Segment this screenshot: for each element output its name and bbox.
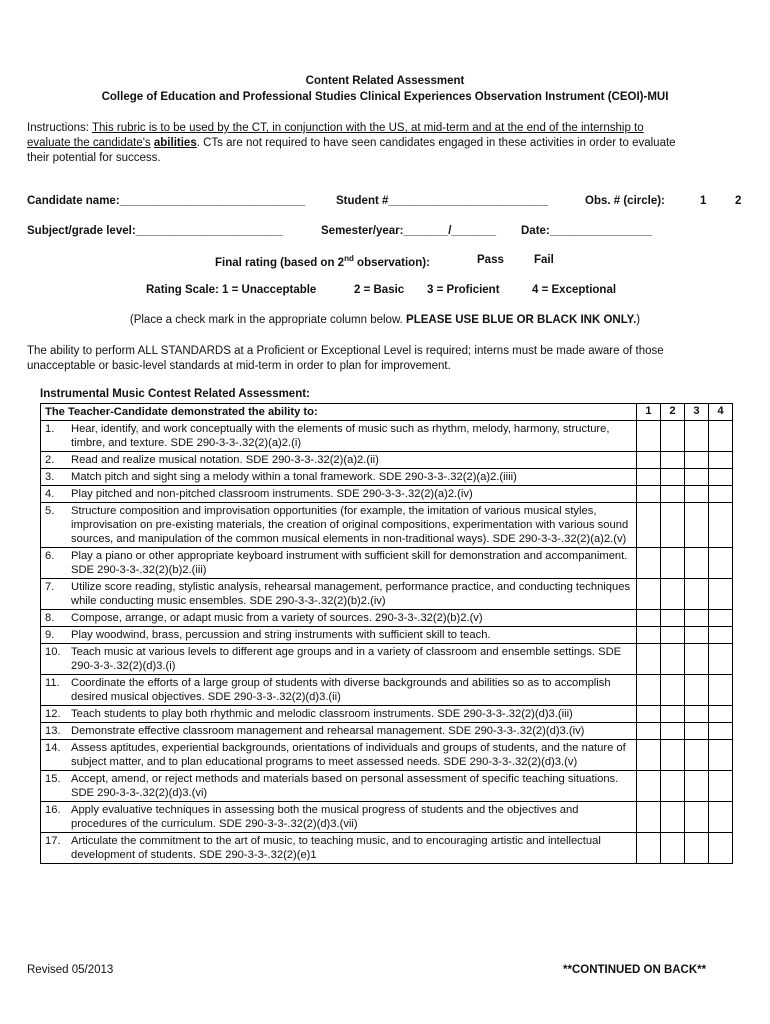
checkmark-note-bold: PLEASE USE BLUE OR BLACK INK ONLY. (406, 314, 637, 326)
date-field[interactable]: Date:________________ (521, 225, 653, 237)
rating-cell-4[interactable] (709, 740, 733, 771)
rating-cell-4[interactable] (709, 771, 733, 802)
obs-option-1[interactable]: 1 (700, 195, 707, 207)
rating-cell-1[interactable] (637, 486, 661, 503)
rating-cell-4[interactable] (709, 579, 733, 610)
standard-text: Teach students to play both rhythmic and melodic classroom instruments. SDE 290-3-3-.32(2)(d)3.(iii) (71, 708, 573, 720)
rating-proficient: 3 = Proficient (427, 284, 500, 296)
rubric-table (40, 403, 733, 864)
standard-number: 16. (45, 804, 61, 816)
rating-cell-1[interactable] (637, 503, 661, 548)
standard-text: Apply evaluative techniques in assessing both the musical progress of students and the objectives and procedures of the curriculum. SDE 290-3-3-.32(2)(d)3.(vii) (71, 804, 579, 830)
final-rating-label (215, 254, 430, 269)
table-row (41, 723, 733, 740)
instructions-rest-2: CTs are not required to have seen candidates engaged in these activities in order to evaluate (203, 137, 676, 149)
rating-cell-2[interactable] (661, 486, 685, 503)
rating-cell-1[interactable] (637, 740, 661, 771)
col-header-2: 2 (661, 404, 685, 421)
rating-cell-3[interactable] (685, 833, 709, 864)
table-row (41, 421, 733, 452)
instructions-bold-word: abilities (153, 137, 197, 149)
rating-cell-2[interactable] (661, 627, 685, 644)
rating-cell-1[interactable] (637, 675, 661, 706)
standard-description (41, 503, 637, 548)
student-number-field[interactable]: Student #_________________________ (336, 195, 549, 207)
rating-cell-2[interactable] (661, 706, 685, 723)
standard-number: 13. (45, 725, 61, 737)
rating-cell-3[interactable] (685, 452, 709, 469)
standard-number: 2. (45, 454, 55, 466)
rating-cell-3[interactable] (685, 610, 709, 627)
standard-text: Coordinate the efforts of a large group of students with diverse backgrounds and abilities so as to accomplish desired musical objectives. SDE 290-3-3-.32(2)(d)3.(ii) (71, 677, 611, 703)
rating-cell-1[interactable] (637, 833, 661, 864)
rating-cell-4[interactable] (709, 833, 733, 864)
checkmark-note (0, 314, 770, 326)
standards-note (27, 344, 747, 374)
rating-cell-2[interactable] (661, 740, 685, 771)
standard-number: 17. (45, 835, 61, 847)
table-row (41, 452, 733, 469)
rating-cell-2[interactable] (661, 771, 685, 802)
table-row (41, 610, 733, 627)
standard-text: Teach music at various levels to different age groups and in a variety of classroom and ensemble settings. SDE 290-3-3-.32(2)(d)3.(i) (71, 646, 622, 672)
rating-cell-3[interactable] (685, 421, 709, 452)
table-row (41, 771, 733, 802)
table-row (41, 503, 733, 548)
rating-cell-3[interactable] (685, 771, 709, 802)
standard-number: 12. (45, 708, 61, 720)
obs-number-label: Obs. # (circle): (585, 195, 665, 207)
standard-text: Structure composition and improvisation opportunities (for example, the imitation of various musical styles, improvisation on pre-existing materials, the creation of original compositions, experimentation with various sound sources, and manipulation of the common musical elements in non-traditional ways). SDE 290-3-3-.32(2)(a)2.(v) (71, 505, 629, 545)
rating-cell-2[interactable] (661, 579, 685, 610)
col-header-3: 3 (685, 404, 709, 421)
rating-cell-1[interactable] (637, 579, 661, 610)
standard-description (41, 675, 637, 706)
rating-cell-4[interactable] (709, 723, 733, 740)
standard-number: 1. (45, 423, 55, 435)
document-title: Content Related Assessment (305, 75, 465, 87)
standard-number: 8. (45, 612, 55, 624)
rating-cell-4[interactable] (709, 706, 733, 723)
table-row (41, 627, 733, 644)
standard-description (41, 723, 637, 740)
table-row (41, 833, 733, 864)
revised-date: Revised 05/2013 (27, 964, 114, 976)
instructions-label: Instructions: (27, 122, 89, 134)
standard-text: Play pitched and non-pitched classroom instruments. SDE 290-3-3-.32(2)(a)2.(iv) (71, 488, 473, 500)
rating-cell-1[interactable] (637, 771, 661, 802)
checkmark-note-post: ) (636, 314, 641, 326)
instructions (27, 121, 747, 166)
rating-cell-2[interactable] (661, 723, 685, 740)
rating-cell-2[interactable] (661, 644, 685, 675)
rating-cell-1[interactable] (637, 452, 661, 469)
table-row (41, 706, 733, 723)
standard-number: 15. (45, 773, 61, 785)
standards-note-line2: unacceptable or basic-level standards at mid-term in order to plan for improvement. (27, 360, 451, 372)
rating-cell-2[interactable] (661, 675, 685, 706)
rating-cell-4[interactable] (709, 644, 733, 675)
rating-cell-1[interactable] (637, 802, 661, 833)
rating-cell-2[interactable] (661, 548, 685, 579)
rating-cell-1[interactable] (637, 421, 661, 452)
standard-description (41, 771, 637, 802)
document-subtitle: College of Education and Professional Studies Clinical Experiences Observation Instrument (CEOI)-MUI (101, 91, 669, 103)
rating-cell-3[interactable] (685, 469, 709, 486)
standard-description (41, 627, 637, 644)
rubric-header-text: The Teacher-Candidate demonstrated the ability to: (41, 404, 637, 421)
standard-text: Hear, identify, and work conceptually with the elements of music such as rhythm, melody, harmony, structure, timbre, and texture. SDE 290-3-3-.32(2)(a)2.(i) (71, 423, 610, 449)
rating-cell-3[interactable] (685, 802, 709, 833)
standard-text: Play woodwind, brass, percussion and string instruments with sufficient skill to teach. (71, 629, 491, 641)
standard-number: 3. (45, 471, 55, 483)
rating-cell-4[interactable] (709, 675, 733, 706)
table-row (41, 675, 733, 706)
col-header-4: 4 (709, 404, 733, 421)
rating-cell-2[interactable] (661, 469, 685, 486)
rating-cell-4[interactable] (709, 627, 733, 644)
instructions-underlined-1: This rubric is to be used by the CT, in conjunction with the US, at mid-term and at the end of the internship to (92, 122, 644, 134)
standard-description (41, 452, 637, 469)
pass-option[interactable]: Pass (477, 254, 504, 266)
rating-cell-1[interactable] (637, 644, 661, 675)
rating-cell-3[interactable] (685, 579, 709, 610)
standard-description (41, 469, 637, 486)
rating-basic: 2 = Basic (354, 284, 405, 296)
standard-number: 4. (45, 488, 55, 500)
rating-cell-4[interactable] (709, 486, 733, 503)
table-row (41, 548, 733, 579)
semester-year-field[interactable]: Semester/year:_______/_______ (321, 225, 497, 237)
standard-text: Play a piano or other appropriate keyboard instrument with sufficient skill for demonstration and accompaniment. SDE 290-3-3-.32(2)(b)2.(iii) (71, 550, 628, 576)
rating-exceptional: 4 = Exceptional (532, 284, 617, 296)
instructions-period: . (196, 137, 200, 149)
rubric-header-row (41, 404, 733, 421)
fail-option[interactable]: Fail (534, 254, 554, 266)
rating-cell-3[interactable] (685, 548, 709, 579)
table-row (41, 579, 733, 610)
standard-description (41, 833, 637, 864)
rating-cell-1[interactable] (637, 469, 661, 486)
standard-text: Utilize score reading, stylistic analysis, rehearsal management, performance practice, and conducting techniques while conducting music ensembles. SDE 290-3-3-.32(2)(b)2.(iv) (71, 581, 631, 607)
checkmark-note-pre: (Place a check mark in the appropriate column below. (129, 314, 403, 326)
standard-text: Articulate the commitment to the art of music, to teaching music, and to encouraging artistic and intellectual development of students. SDE 290-3-3-.32(2)(e)1 (71, 835, 601, 861)
standard-number: 10. (45, 646, 61, 658)
rating-cell-4[interactable] (709, 610, 733, 627)
standard-description (41, 644, 637, 675)
candidate-name-field[interactable]: Candidate name:_____________________________ (27, 195, 306, 207)
rating-scale-label: Rating Scale: 1 = Unacceptable (146, 284, 317, 296)
final-rating-post: observation): (353, 256, 430, 269)
instructions-rest-3: their potential for success. (27, 152, 161, 164)
table-row (41, 802, 733, 833)
standard-text: Match pitch and sight sing a melody within a tonal framework. SDE 290-3-3-.32(2)(a)2.(iiii) (71, 471, 517, 483)
rating-cell-2[interactable] (661, 503, 685, 548)
rating-cell-4[interactable] (709, 421, 733, 452)
standard-number: 14. (45, 742, 61, 754)
standard-description (41, 740, 637, 771)
rating-cell-3[interactable] (685, 675, 709, 706)
section-title: Instrumental Music Contest Related Assessment: (40, 388, 310, 400)
standard-description (41, 802, 637, 833)
rating-cell-3[interactable] (685, 706, 709, 723)
rating-cell-3[interactable] (685, 627, 709, 644)
rating-cell-1[interactable] (637, 610, 661, 627)
standard-number: 11. (45, 677, 60, 689)
standard-description (41, 610, 637, 627)
rating-cell-4[interactable] (709, 469, 733, 486)
rating-cell-3[interactable] (685, 644, 709, 675)
obs-option-2[interactable]: 2 (735, 195, 742, 207)
continued-on-back: **CONTINUED ON BACK** (563, 964, 707, 976)
subject-grade-field[interactable]: Subject/grade level:_______________________ (27, 225, 283, 237)
col-header-1: 1 (637, 404, 661, 421)
instructions-underlined-2: evaluate the candidate's (27, 137, 151, 149)
standard-number: 6. (45, 550, 55, 562)
rating-cell-3[interactable] (685, 503, 709, 548)
standard-description (41, 548, 637, 579)
rating-cell-2[interactable] (661, 802, 685, 833)
table-row (41, 644, 733, 675)
rating-cell-4[interactable] (709, 548, 733, 579)
standard-number: 5. (45, 505, 55, 517)
standard-text: Assess aptitudes, experiential backgrounds, orientations of individuals and groups of students, and the nature of subject matter, and to plan educational programs to meet assessed needs. SDE 290-3-3-.32(2)(d)3.(v) (71, 742, 626, 768)
standard-description (41, 421, 637, 452)
rating-cell-2[interactable] (661, 833, 685, 864)
rating-cell-3[interactable] (685, 486, 709, 503)
final-rating-pre: Final rating (based on 2 (215, 256, 345, 269)
rating-cell-2[interactable] (661, 610, 685, 627)
rating-cell-1[interactable] (637, 548, 661, 579)
standard-description (41, 579, 637, 610)
table-row (41, 469, 733, 486)
standard-text: Read and realize musical notation. SDE 290-3-3-.32(2)(a)2.(ii) (71, 454, 379, 466)
standard-text: Accept, amend, or reject methods and materials based on personal assessment of specific teaching situations. SDE 290-3-3-.32(2)(d)3.(vi) (71, 773, 619, 799)
rating-cell-2[interactable] (661, 421, 685, 452)
rating-cell-2[interactable] (661, 452, 685, 469)
standard-text: Compose, arrange, or adapt music from a variety of sources. 290-3-3-.32(2)(b)2.(v) (71, 612, 483, 624)
final-rating-sup: nd (344, 254, 354, 263)
standards-note-line1: The ability to perform ALL STANDARDS at a Proficient or Exceptional Level is required; interns must be made aware of those (27, 345, 664, 357)
standard-number: 9. (45, 629, 55, 641)
standard-number: 7. (45, 581, 55, 593)
table-row (41, 740, 733, 771)
rating-cell-1[interactable] (637, 706, 661, 723)
table-row (41, 486, 733, 503)
rating-cell-4[interactable] (709, 503, 733, 548)
rating-cell-3[interactable] (685, 740, 709, 771)
standard-description (41, 486, 637, 503)
rating-cell-3[interactable] (685, 723, 709, 740)
rating-cell-1[interactable] (637, 627, 661, 644)
standard-text: Demonstrate effective classroom management and rehearsal management. SDE 290-3-3-.32(2)(d)3.(iv) (71, 725, 585, 737)
rating-cell-4[interactable] (709, 452, 733, 469)
rating-cell-1[interactable] (637, 723, 661, 740)
standard-description (41, 706, 637, 723)
rating-cell-4[interactable] (709, 802, 733, 833)
